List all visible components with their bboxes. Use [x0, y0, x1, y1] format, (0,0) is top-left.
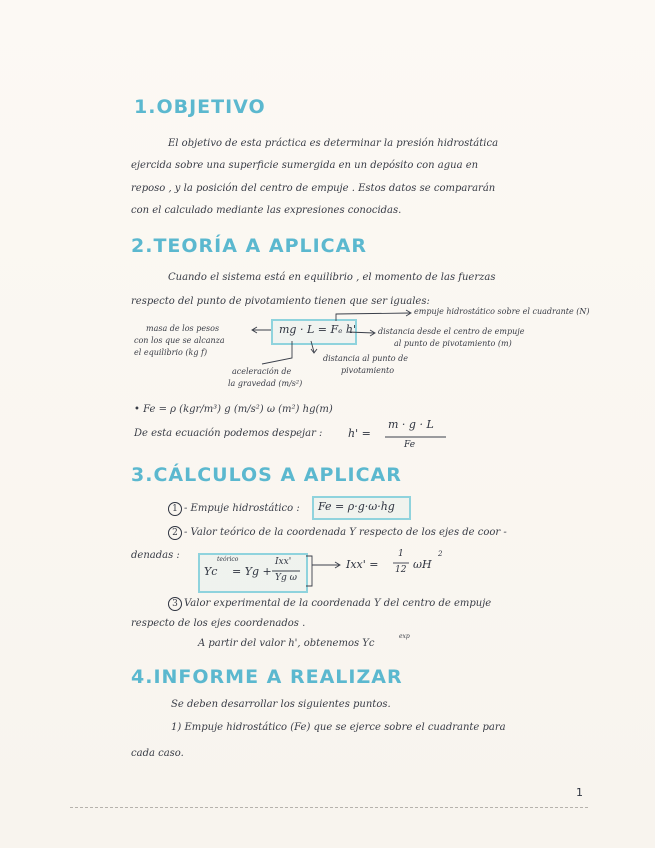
section-4-title: 4.INFORME A REALIZAR	[131, 666, 403, 688]
item-3-number: 3	[168, 597, 182, 611]
informe-line-2: 1) Empuje hidrostático (Fe) que se ejerce sobre el cuadrante para	[171, 722, 506, 733]
annotation-distancia-2: al punto de pivotamiento (m)	[394, 339, 512, 348]
annotation-masa-1: masa de los pesos	[146, 324, 220, 333]
section-1-title: 1.OBJETIVO	[134, 96, 266, 118]
annotation-distancia-1: distancia desde el centro de empuje	[378, 327, 525, 336]
objetivo-line-1: El objetivo de esta práctica es determinar la presión hidrostática	[168, 138, 499, 149]
page-bottom-rule	[70, 807, 590, 808]
section-2-title: 2.TEORÍA A APLICAR	[131, 235, 367, 257]
objetivo-line-3: reposo , y la posición del centro de empuje . Estos datos se compararán	[131, 183, 496, 194]
item-3-sub: A partir del valor h', obtenemos Yc	[198, 638, 375, 649]
item-3-exp: exp	[399, 633, 410, 640]
ixx-denominator: 12	[395, 565, 407, 575]
fe-definition: • Fe = ρ (kgr/m³) g (m/s²) ω (m²) hg(m)	[134, 404, 333, 415]
item-2-continuation: denadas :	[131, 550, 180, 561]
objetivo-line-2: ejercida sobre una superficie sumergida en un depósito con agua en	[131, 160, 479, 171]
annotation-masa-2: con los que se alcanza	[134, 336, 225, 345]
teoria-line-2: respecto del punto de pivotamiento tienen que ser iguales:	[131, 296, 430, 307]
h-equation-left: h' =	[348, 427, 371, 440]
item-2-number: 2	[168, 526, 182, 540]
item-1-text: - Empuje hidrostático :	[184, 503, 300, 514]
yc-numerator: Ixx'	[275, 557, 292, 567]
yc-left: Yc	[204, 565, 218, 578]
ixx-exponent: 2	[438, 550, 443, 558]
item-3-text: Valor experimental de la coordenada Y del centro de empuje	[184, 598, 492, 609]
annotation-empuje: empuje hidrostático sobre el cuadrante (N)	[414, 307, 590, 316]
page-number: 1	[576, 786, 583, 799]
h-equation-denominator: Fe	[404, 440, 416, 450]
section-3-title: 3.CÁLCULOS A APLICAR	[131, 464, 402, 486]
yc-superscript: teórico	[217, 556, 239, 563]
teoria-line-1: Cuando el sistema está en equilibrio , el momento de las fuerzas	[168, 272, 496, 283]
objetivo-line-4: con el calculado mediante las expresiones conocidas.	[131, 205, 402, 216]
ixx-left: Ixx' =	[346, 558, 379, 571]
annotation-aceleracion-1: aceleración de	[232, 367, 292, 376]
item-3-continuation: respecto de los ejes coordenados .	[131, 618, 306, 629]
ixx-right: ωH	[413, 558, 432, 571]
yc-middle: = Yg +	[232, 565, 272, 578]
annotation-distancia-pivote-1: distancia al punto de	[323, 354, 408, 363]
informe-line-1: Se deben desarrollar los siguientes puntos.	[171, 699, 391, 710]
empuje-equation: Fe = ρ·g·ω·hg	[318, 500, 395, 513]
moment-equation: mg · L = Fₑ h'	[279, 323, 356, 336]
h-equation-numerator: m · g · L	[388, 418, 434, 431]
informe-line-3: cada caso.	[131, 748, 184, 759]
ixx-numerator: 1	[398, 549, 404, 559]
yc-denominator: Yg ω	[275, 573, 297, 583]
despejar-text: De esta ecuación podemos despejar :	[134, 428, 323, 439]
item-2-text: - Valor teórico de la coordenada Y respecto de los ejes de coor -	[184, 527, 507, 538]
annotation-aceleracion-2: la gravedad (m/s²)	[228, 379, 303, 388]
item-1-number: 1	[168, 502, 182, 516]
annotation-masa-3: el equilibrio (kg f)	[134, 348, 208, 357]
annotation-distancia-pivote-2: pivotamiento	[341, 366, 395, 375]
